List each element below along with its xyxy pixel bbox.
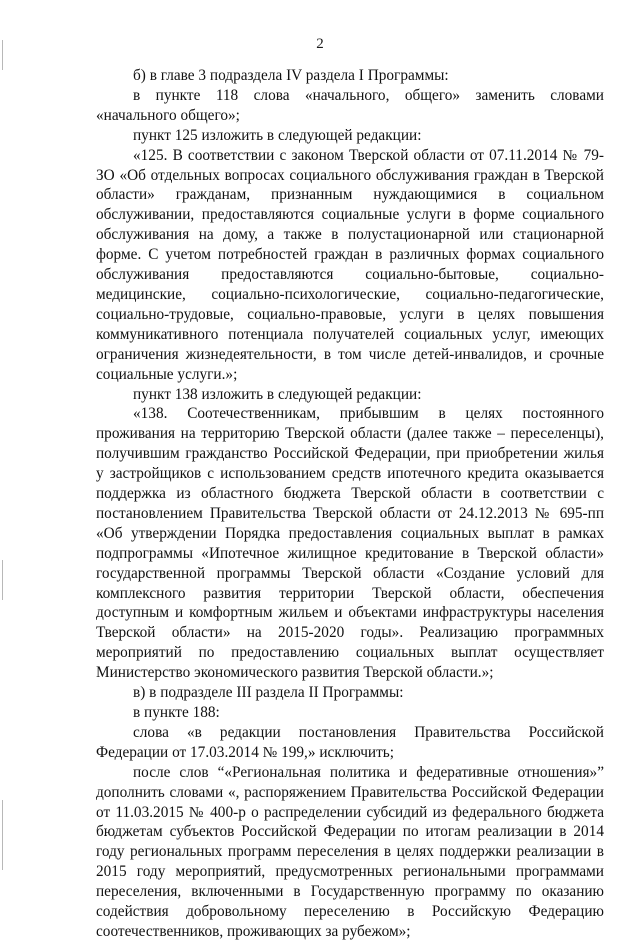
paragraph: б) в главе 3 подраздела IV раздела I Программы: — [133, 67, 449, 84]
paragraph: слова «в редакции постановления Правительства Российской Федерации от 17.03.2014 № 199,» исключить; — [96, 723, 604, 761]
scan-edge-mark — [2, 560, 3, 600]
paragraph: «138. Соотечественникам, прибывшим в целях постоянного проживания на территорию Тверской области (далее также – переселенцы), получившим гражданство Российской Федерации, при приобретении жилья у застройщиков с использованием средств ипотечного кредита оказывается поддержка из областного бюджета Тверской области в соответствии с постановлением Правительства Тверской области от 24.12.2013 № 695-пп «Об утверждении Порядка предоставления социальных выплат в рамках подпрограммы «Ипотечное жилищное кредитование в Тверской области» государственной программы Тверской области «Создание условий для комплексного развития территории Тверской области, обеспечения доступным и комфортным жильем и объектами инфраструктуры населения Тверской области» на 2015-2020 годы». Реализацию программных мероприятий по предоставлению социальных выплат осуществляет Министерство экономического развития Тверской области.»; — [96, 405, 604, 682]
paragraph: в) в подразделе III раздела II Программы: — [133, 684, 404, 702]
paragraph: в пункте 118 слова «начального, общего» заменить словами «начального общего»; — [96, 86, 604, 124]
paragraph: «125. В соответствии с законом Тверской области от 07.11.2014 № 79-ЗО «Об отдельных вопросах социального обслуживания граждан в Тверской области» гражданам, признанным нуждающимися в социальном обслуживании, предоставляются социальные услуги в форме социального обслуживания на дому, а также в полустационарной или стационарной форме. С учетом потребностей граждан в различных формах социального обслуживания предоставляются социально-бытовые, социально-медицинские, социально-психологические, социально-педагогические, социально-трудовые, социально-правовые, услуги в целях повышения коммуникативного потенциала получателей социальных услуг, имеющих ограничения жизнедеятельности, в том числе детей-инвалидов, и срочные социальные услуги.»; — [96, 146, 604, 383]
document-body — [96, 66, 604, 942]
page-number: 2 — [316, 36, 324, 52]
paragraph: в пункте 188: — [133, 704, 220, 721]
scan-edge-mark — [2, 800, 3, 870]
paragraph: пункт 138 изложить в следующей редакции: — [133, 385, 422, 403]
paragraph: после слов “«Региональная политика и федеративные отношения»” дополнить словами «, распоряжением Правительства Российской Федерации от 11.03.2015 № 400-р о распределении субсидий из федерального бюджета бюджетам субъектов Российской Федерации по итогам реализации в 2014 году региональных программ переселения в целях поддержки реализации в 2015 году мероприятий, предусмотренных региональными программами переселения, включенными в Государственную программу по оказанию содействия добровольному переселению в Российскую Федерацию соотечественников, проживающих за рубежом»; — [96, 763, 604, 940]
paragraph: пункт 125 изложить в следующей редакции: — [133, 126, 422, 144]
